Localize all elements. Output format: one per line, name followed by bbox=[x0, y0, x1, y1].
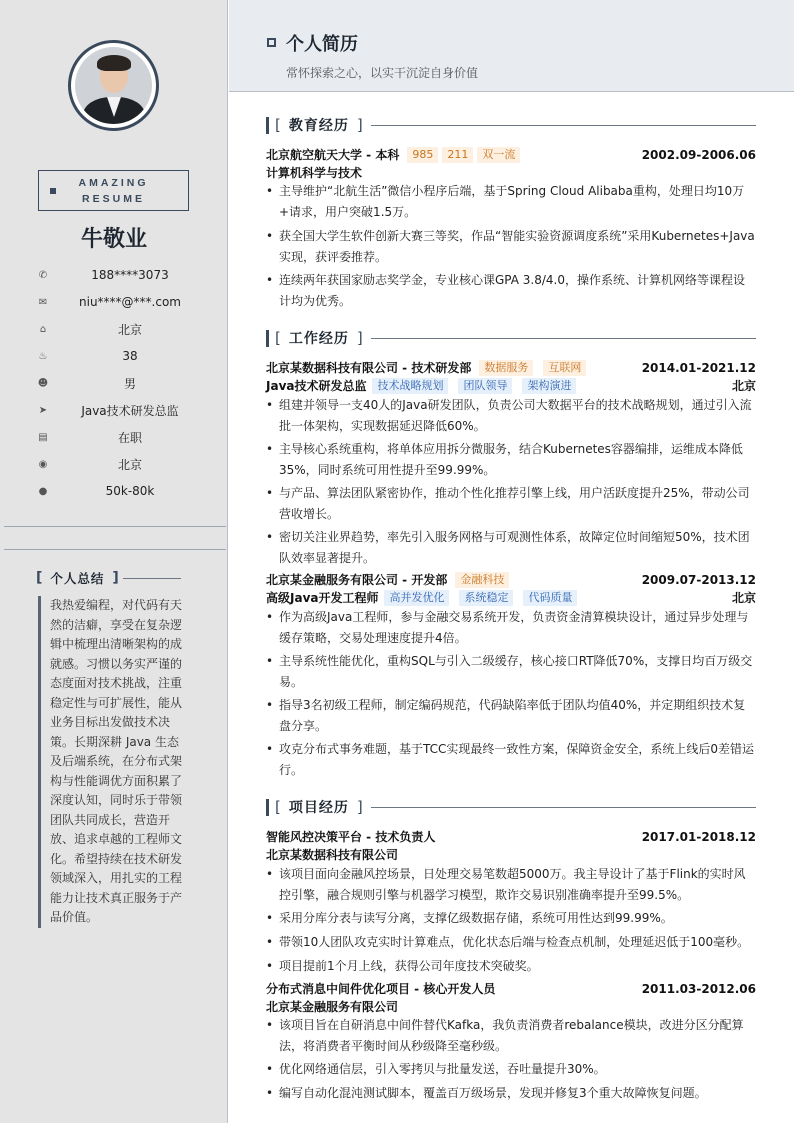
title-square-icon bbox=[267, 38, 276, 47]
info-value: niu****@***.com bbox=[79, 295, 181, 309]
job-company-row bbox=[266, 359, 756, 376]
date: 2014.01-2021.12 bbox=[641, 360, 756, 375]
job-role-row bbox=[266, 589, 756, 606]
sidebar-divider bbox=[4, 549, 226, 550]
info-position bbox=[36, 400, 210, 420]
badge-line2: RESUME bbox=[82, 192, 145, 205]
list-item: • 主导系统性能优化，重构SQL与引入二级缓存，核心接口RT降低70%，支撑日均百万级交易。 bbox=[266, 651, 756, 692]
education-row bbox=[266, 146, 756, 163]
bracket-right-icon: ] bbox=[356, 116, 363, 134]
info-salary bbox=[36, 481, 210, 501]
cake-icon: ♨ bbox=[38, 350, 48, 362]
summary-rule bbox=[123, 578, 181, 579]
section-rule bbox=[371, 807, 756, 808]
info-value: 38 bbox=[122, 349, 138, 363]
page-title: 个人简历 bbox=[286, 34, 358, 55]
info-home bbox=[36, 319, 210, 339]
info-status bbox=[36, 427, 210, 447]
send-icon: ➤ bbox=[38, 404, 48, 416]
list-item: • 攻克分布式事务难题，基于TCC实现最终一致性方案，保障资金安全，系统上线后0差错运行。 bbox=[266, 739, 756, 780]
tag: 代码质量 bbox=[523, 590, 577, 606]
badge-square-icon bbox=[50, 188, 56, 194]
page-subtitle: 常怀探索之心，以实干沉淀自身价值 bbox=[286, 66, 479, 80]
list-item: • 该项目旨在自研消息中间件替代Kafka，我负责消费者rebalance模块，改进分区分配算法，将消费者平衡时间从秒级降至毫秒级。 bbox=[266, 1015, 756, 1056]
tag: 团队领导 bbox=[458, 378, 512, 394]
date: 2002.09-2006.06 bbox=[641, 147, 756, 162]
mail-icon: ✉ bbox=[38, 296, 48, 308]
list-item: • 组建并领导一支40人的Java研发团队，负责公司大数据平台的技术战略规划，通过引入流批一体架构，实现数据延迟降低60%。 bbox=[266, 395, 756, 436]
tag: 双一流 bbox=[477, 147, 520, 163]
info-value: 在职 bbox=[117, 430, 142, 445]
section-rule bbox=[371, 338, 756, 339]
date: 2011.03-2012.06 bbox=[641, 981, 756, 996]
candidate-name: 牛敬业 bbox=[80, 227, 147, 252]
list-item: • 获全国大学生软件创新大赛三等奖，作品“智能实验资源调度系统”采用Kubernetes+Java实现，获评委推荐。 bbox=[266, 226, 756, 267]
project-row bbox=[266, 980, 756, 997]
job-role-row bbox=[266, 377, 756, 394]
info-value: 男 bbox=[123, 376, 136, 391]
briefcase-icon: ▤ bbox=[38, 431, 48, 443]
summary-heading bbox=[36, 569, 181, 587]
gender-icon: ☻ bbox=[37, 377, 49, 389]
tag: 数据服务 bbox=[479, 360, 533, 376]
bracket-right-icon: ] bbox=[356, 329, 363, 347]
list-item: • 编写自动化混沌测试脚本，覆盖百万级场景，发现并修复3个重大故障恢复问题。 bbox=[266, 1083, 756, 1104]
list-item: • 主导维护“北航生活”微信小程序后端，基于Spring Cloud Alibaba重构，处理日均10万+请求，用户突破1.5万。 bbox=[266, 181, 756, 222]
tag: 互联网 bbox=[543, 360, 586, 376]
list-item: • 与产品、算法团队紧密协作，推动个性化推荐引擎上线，用户活跃度提升25%，带动公司营收增长。 bbox=[266, 483, 756, 524]
bracket-left-icon: [ bbox=[275, 329, 281, 347]
job-role: 高级Java开发工程师 bbox=[266, 591, 379, 605]
project-company-row bbox=[266, 998, 756, 1015]
tag: 系统稳定 bbox=[459, 590, 513, 606]
bracket-right-icon: ] bbox=[356, 798, 363, 816]
list-item: • 该项目面向金融风控场景，日处理交易笔数超5000万。我主导设计了基于Flink的实时风控引擎，融合规则引擎与机器学习模型，欺诈交易识别准确率提升至99.5%。 bbox=[266, 864, 756, 905]
bracket-left-icon: [ bbox=[275, 116, 281, 134]
tag: 高并发优化 bbox=[384, 590, 449, 606]
section-title: 教育经历 bbox=[288, 118, 349, 134]
tag: 架构演进 bbox=[522, 378, 576, 394]
list-item: • 密切关注业界趋势，率先引入服务网格与可观测性体系，故障定位时间缩短50%，技术团队效率显著提升。 bbox=[266, 527, 756, 568]
info-value: 北京 bbox=[117, 322, 142, 337]
list-item: • 主导核心系统重构，将单体应用拆分微服务，结合Kubernetes容器编排，运维成本降低35%，同时系统可用性提升至99.99%。 bbox=[266, 439, 756, 480]
major-row bbox=[266, 164, 756, 181]
major: 计算机科学与技术 bbox=[266, 166, 363, 180]
sidebar-divider bbox=[4, 526, 226, 527]
list-item: • 带领10人团队攻克实时计算难点，优化状态后端与检查点机制，处理延迟低于100毫秒。 bbox=[266, 932, 756, 953]
info-value: 188****3073 bbox=[91, 268, 169, 282]
tag: 金融科技 bbox=[455, 572, 509, 588]
section-title: 项目经历 bbox=[288, 800, 349, 816]
avatar bbox=[68, 40, 159, 131]
company-name: 北京某数据科技有限公司 - 技术研发部 bbox=[266, 361, 472, 375]
work-heading bbox=[266, 328, 756, 348]
summary-title: 个人总结 bbox=[50, 571, 105, 586]
info-location bbox=[36, 454, 210, 474]
info-value: Java技术研发总监 bbox=[81, 403, 179, 418]
tag: 211 bbox=[442, 147, 473, 163]
location-icon: ◉ bbox=[38, 458, 48, 470]
project-name: 分布式消息中间件优化项目 - 核心开发人员 bbox=[266, 982, 496, 996]
section-rule bbox=[371, 125, 756, 126]
badge-line1: AMAZING bbox=[78, 176, 149, 189]
bracket-left-icon: [ bbox=[36, 570, 43, 586]
page-header bbox=[229, 0, 794, 92]
home-icon: ⌂ bbox=[39, 323, 47, 335]
phone-icon: ✆ bbox=[38, 269, 48, 281]
list-item: • 作为高级Java工程师，参与金融交易系统开发，负责资金清算模块设计，通过异步处理与缓存策略，交易处理速度提升4倍。 bbox=[266, 607, 756, 648]
project-company: 北京某数据科技有限公司 bbox=[266, 848, 399, 862]
section-bar-icon bbox=[266, 117, 269, 134]
resume-badge bbox=[38, 170, 189, 211]
sidebar bbox=[0, 0, 228, 1123]
date: 2017.01-2018.12 bbox=[641, 829, 756, 844]
job-role: Java技术研发总监 bbox=[266, 379, 367, 393]
info-gender bbox=[36, 373, 210, 393]
info-phone bbox=[36, 265, 210, 285]
education-heading bbox=[266, 115, 756, 135]
project-company: 北京某金融服务有限公司 bbox=[266, 1000, 399, 1014]
date: 2009.07-2013.12 bbox=[641, 572, 756, 587]
list-item: • 指导3名初级工程师，制定编码规范，代码缺陷率低于团队均值40%，并定期组织技术复盘分享。 bbox=[266, 695, 756, 736]
project-name: 智能风控决策平台 - 技术负责人 bbox=[266, 830, 436, 844]
project-company-row bbox=[266, 846, 756, 863]
list-item: • 优化网络通信层，引入零拷贝与批量发送，吞吐量提升30%。 bbox=[266, 1059, 756, 1080]
project-row bbox=[266, 828, 756, 845]
school-name: 北京航空航天大学 - 本科 bbox=[266, 148, 400, 162]
section-title: 工作经历 bbox=[288, 331, 349, 347]
projects-heading bbox=[266, 797, 756, 817]
summary-text: 我热爱编程，对代码有天然的洁癖，享受在复杂逻辑中梳理出清晰架构的成就感。习惯以务实严谨的态度面对技术挑战，注重稳定性与可扩展性，能从业务目标出发做技术决策。长期深耕 Java 生态及后端系统，在分布式架构与性能调优方面积累了深度认知，同时乐于带领团队共同成长，营造开放、追求卓越的工程师文化。希望持续在技术研发领域深入，用扎实的工程能力让技术真正服务于产品价值。 bbox=[38, 596, 186, 928]
job-city: 北京 bbox=[731, 591, 756, 605]
salary-icon: ● bbox=[38, 485, 48, 497]
section-bar-icon bbox=[266, 799, 269, 816]
tag: 技术战略规划 bbox=[372, 378, 448, 394]
tag: 985 bbox=[407, 147, 438, 163]
section-bar-icon bbox=[266, 330, 269, 347]
info-value: 北京 bbox=[117, 457, 142, 472]
info-age bbox=[36, 346, 210, 366]
bracket-right-icon: ] bbox=[112, 570, 119, 586]
list-item: • 项目提前1个月上线，获得公司年度技术突破奖。 bbox=[266, 956, 756, 977]
job-company-row bbox=[266, 571, 756, 588]
list-item: • 采用分库分表与读写分离，支撑亿级数据存储，系统可用性达到99.99%。 bbox=[266, 908, 756, 929]
company-name: 北京某金融服务有限公司 - 开发部 bbox=[266, 573, 448, 587]
bracket-left-icon: [ bbox=[275, 798, 281, 816]
job-city: 北京 bbox=[731, 379, 756, 393]
list-item: • 连续两年获国家励志奖学金，专业核心课GPA 3.8/4.0，操作系统、计算机网络等课程设计均为优秀。 bbox=[266, 270, 756, 311]
info-email bbox=[36, 292, 210, 312]
info-value: 50k-80k bbox=[105, 484, 155, 498]
